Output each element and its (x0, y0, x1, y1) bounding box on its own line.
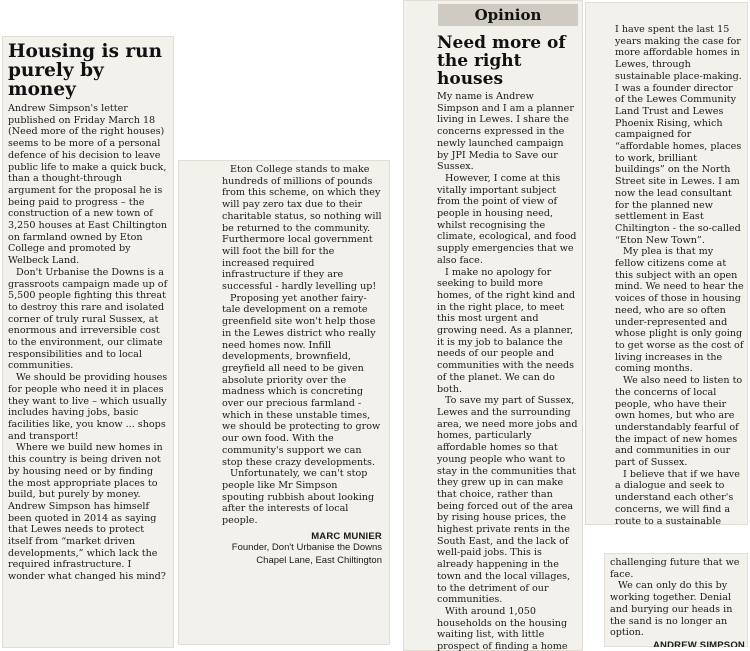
opinion-paragraph: I make no apology for seeking to build more homes, of the right kind and in the right place, to meet this most urgent and growing need. As a planner, it is my job to balance the needs of our people and communities with the needs of the planet. We can do both. (437, 266, 576, 395)
right-letter-paragraph: My plea is that my fellow citizens come at this subject with an open mind. We need to hear the voices of those in housing need, who are so often under-represented and whose plight is only going to get worse as the cost of living increases in the coming months. (615, 246, 744, 375)
right-letter-ending (610, 557, 745, 639)
signature-name: ANDREW SIMPSON (653, 639, 745, 647)
letter-body-continued (222, 164, 382, 527)
right-letter-paragraph: I have spent the last 15 years making the case for more affordable homes in Lewes, through sustainable place-making. I was a founder director of the Lewes Community Land Trust and Lewes Phoenix Rising, which campaigned for “affordable homes, places to work, brilliant buildings” on the North Street site in Lewes. I am now the lead consultant for the planned new settlement in East Chiltington - the so-called “Eton New Town”. (615, 24, 742, 246)
opinion-paragraph: With around 1,050 households on the housing waiting list, with little prospect of finding a home (437, 605, 568, 651)
clipping-right-letter-end (604, 553, 748, 647)
letter-paragraph: We should be providing houses for people who need it in places they want to live – which usually includes having jobs, basic facilities like, you know ... shops and transport! (8, 372, 168, 442)
opinion-headline: Need more of the right houses (437, 33, 566, 89)
right-letter-paragraph: We can only do this by working together. Denial and burying our heads in the sand is no longer an option. (610, 580, 733, 639)
clipping-middle-letter (178, 160, 390, 645)
letter-paragraph: Where we build new homes in this country is being driven not by housing need or by finding the most appropriate places to build, but purely by money. Andrew Simpson has himself been quoted in 2014 as saying that Lewes needs to protect itself from “market driven developments,” which lack the required infrastructure. I wonder what changed his mind? (8, 442, 166, 583)
opinion-body (437, 34, 578, 651)
clipping-left-letter (2, 36, 174, 648)
right-letter-paragraph: We also need to listen to the concerns of local people, who have their own homes, but who are understandably fearful of the impact of new homes and communities in our part of Sussex. (615, 375, 743, 469)
letter-paragraph: Don't Urbanise the Downs is a grassroots campaign made up of 5,500 people fighting this threat to destroy this rare and isolated corner of truly rural Sussex, at enormous and irreversible cost to the environment, our climate responsibilities and to local communities. (8, 266, 168, 372)
signature-role: Founder, Don't Urbanise the Downs (231, 541, 382, 553)
letter-paragraph: Andrew Simpson's letter published on Friday March 18 (Need more of the right houses) seems to be more of a personal defence of his decision to leave public life to make a quick buck, than a thought-through argument for the proposal he is being paid to progress – the construction of a new town of 3,250 houses at East Chiltington on farmland owned by Eton College and promoted by Welbeck Land. (8, 103, 168, 267)
signature-name: MARC MUNIER (311, 530, 382, 542)
section-label-opinion: Opinion (438, 4, 578, 26)
letter-paragraph: Unfortunately, we can't stop people like Mr Simpson spouting rubbish about looking after the interests of local people. (222, 468, 375, 527)
signature-address: Chapel Lane, East Chiltington (256, 554, 382, 566)
letter-headline: Housing is run purely by money (8, 41, 163, 100)
clipping-opinion-column (403, 0, 583, 651)
letter-body (8, 103, 168, 583)
clipping-right-letter-part (585, 2, 748, 525)
opinion-paragraph: My name is Andrew Simpson and I am a planner living in Lewes. I share the concerns expressed in the newly launched campaign by JPI Media to Save our Sussex. (437, 91, 574, 173)
right-letter-paragraph: I believe that if we have a dialogue and seek to understand each other's concerns, we will find a route to a sustainable (615, 468, 740, 525)
right-letter-paragraph: challenging future that we face. (610, 557, 740, 580)
opinion-paragraph: However, I come at this vitally important subject from the point of view of people in housing need, whilst recognising the climate, ecological, and food supply emergencies that we also face. (437, 172, 577, 266)
letter-paragraph: Proposing yet another fairy-tale development on a remote greenfield site won't help those in the Lewes district who really need homes now. Infill developments, brownfield, greyfield all need to be given absolute priority over the madness which is concreting over our precious farmland - which in these unstable times, we should be protecting to grow our own food. With the community's support we can stop these crazy developments. (222, 292, 381, 468)
opinion-paragraph: To save my part of Sussex, Lewes and the surrounding area, we need more jobs and homes, particularly affordable homes so that young people who want to stay in the communities that they grew up in can make that choice, rather than being forced out of the area by rising house prices, the highest private rents in the South East, and the lack of well-paid jobs. This is already happening in the town and the local villages, to the detriment of our communities. (437, 395, 578, 606)
right-letter-body (615, 24, 745, 525)
letter-paragraph: Eton College stands to make hundreds of millions of pounds from this scheme, on which they will pay zero tax due to their charitable status, so nothing will be returned to the community. Furthermore local government will foot the bill for the increased required infrastructure if they are successful - hardly levelling up! (222, 164, 382, 293)
